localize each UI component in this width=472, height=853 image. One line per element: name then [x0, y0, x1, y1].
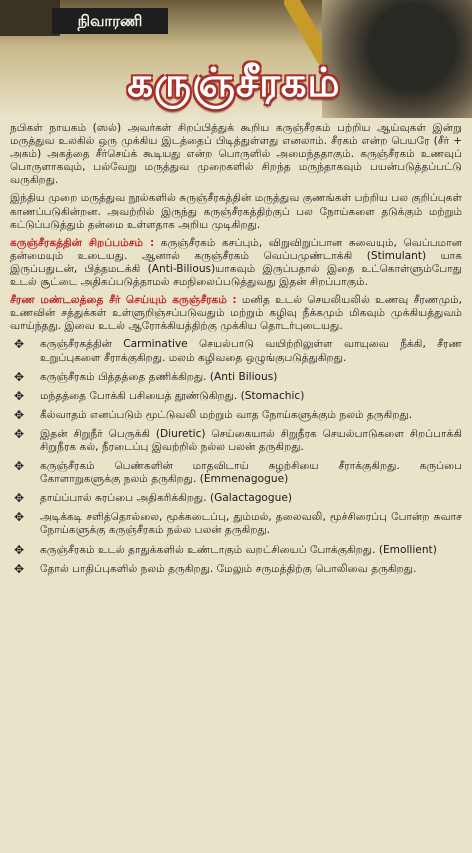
list-item-text: கருஞ்சீரகம் உடல் தாதுக்களில் உண்டாகும் வறட்சியைப் போக்குகிறது. (Emollient) [40, 543, 437, 556]
list-item-text: கருஞ்சீரகத்தின் Carminative செயல்பாடு வயிற்றிலுள்ள வாயுவை நீக்கி, சீரண உறுப்புகளை சீராக்குகிறது. மலம் கழிவதை ஒழுங்குபடுத்துகிறது. [40, 338, 462, 364]
specialty-paragraph [10, 237, 462, 289]
list-item-text: தோல் பாதிப்புகளில் நலம் தருகிறது. மேலும் சருமத்திற்கு பொலிவை தருகிறது. [40, 562, 417, 575]
intro-paragraph-2: இந்திய முறை மருத்துவ நூல்களில் சுருஞ்சீரகத்தின் மருத்துவ குணங்கள் பற்றிய பல குறிப்புகள் காணப்படுகின்றன. அவற்றில் இருந்து கருஞ்சீரகத்திற்குப் பல நோய்களை தடுக்கும் மற்றும் கட்டுப்படுத்தும் தன்மை உள்ளதாக அறிய முடிகிறது. [10, 192, 462, 231]
bullet-icon: ✥ [14, 491, 25, 506]
bullet-icon: ✥ [14, 388, 25, 403]
list-item-text: கருஞ்சீரகம் பித்தத்தை தணிக்கிறது. (Anti Bilious) [40, 370, 278, 383]
section-tag: நிவாரணி [52, 8, 168, 34]
bullet-icon: ✥ [14, 510, 25, 525]
list-item [10, 390, 462, 403]
bullet-icon: ✥ [14, 407, 25, 422]
header-photo-left [0, 0, 60, 36]
list-item-text: அடிக்கடி சளித்தொல்லை, மூக்கடைப்பு, தும்மல், தலைவலி, மூச்சிரைப்பு போன்ற சுவாச நோய்களுக்கு கருஞ்சீரகம் நல்ல பலன் தருகிறது. [40, 511, 462, 537]
list-item [10, 544, 462, 557]
list-item [10, 511, 462, 537]
list-item [10, 460, 462, 486]
list-item-text: தாய்ப்பால் சுரப்பை அதிகரிக்கிறது. (Galactagogue) [40, 492, 292, 505]
bullet-icon: ✥ [14, 369, 25, 384]
list-item-text: கருஞ்சீரகம் பெண்களின் மாதவிடாய் சுழற்சியை சீராக்குகிறது. கருப்பை கோளாறுகளுக்கு நலம் தருகிறது. (Emmenagogue) [40, 460, 462, 486]
digestion-text: மனித உடல் செயலியலில் உணவு சீரணமும், உணவின் சத்துக்கள் உள்ளுறிஞ்சப்படுவதும் மற்றும் கழிவு நீக்கமும் மிகவும் முக்கியத்துவம் வாய்ந்தது. இவை உடல் ஆரோக்கியத்திற்கு முக்கிய தொடர்புடையது. [10, 294, 462, 333]
list-item-text: கீல்வாதம் எனப்படும் மூட்டுவலி மற்றும் வாத நோய்களுக்கும் நலம் தருகிறது. [40, 408, 413, 421]
list-item [10, 563, 462, 576]
digestion-heading: சீரண மண்டலத்தை சீர் செய்யும் கருஞ்சீரகம் : [10, 294, 237, 307]
bullet-icon: ✥ [14, 337, 25, 352]
header-banner [0, 0, 472, 118]
specialty-heading: கருஞ்சீரகத்தின் சிறப்பம்சம் : [10, 236, 155, 249]
bullet-icon: ✥ [14, 561, 25, 576]
list-item [10, 428, 462, 454]
list-item-text: மந்தத்தை போக்கி பசியைத் தூண்டுகிறது. (Stomachic) [40, 389, 305, 402]
list-item [10, 492, 462, 505]
intro-paragraph-1: நபிகள் நாயகம் (ஸல்) அவர்கள் சிறப்பித்துக் கூறிய கருஞ்சீரகம் பற்றிய ஆய்வுகள் இன்று மருத்துவ உலகில் ஒரு முக்கிய இடத்தைப் பிடித்துள்ளது எனலாம். சீரகம் என்ற பெயரே (சீர் + அகம்) அகத்தை சீர்செய்க் கூடியது என்ற பொருளில் அமைந்ததாகும். கருஞ்சீரகம் உணவுப் பொருளாகவும், பல்வேறு மருத்துவ முறைகளில் சிறந்த மருந்தாகவும் பயன்படுத்தப்பட்டு வருகிறது. [10, 122, 462, 187]
bullet-icon: ✥ [14, 459, 25, 474]
article-title: கருஞ்சீரகம் [127, 60, 341, 106]
bullet-icon: ✥ [14, 542, 25, 557]
specialty-text: கருஞ்சீரகம் கசப்பும், விறுவிறுப்பான சுவையும், வெப்பமான தன்மையும் உடையது. ஆனால் கருஞ்சீரகம் வெப்பமுண்டாக்கி (Stimulant) யாக இருப்பதுடன், பித்தமடக்கி (Anti-Bilious)யாகவும் இருப்பதால் இதை உட்கொள்ளும்போது உடல் சூட்டை அதிகப்படுத்தாமல் சமநிலைப்படுத்துவது இதன் சிறப்பாகும். [10, 236, 462, 289]
list-item-text: இதன் சிறுநீர் பெருக்கி (Diuretic) செய்கையால் சிறுநீரக செயல்பாடுகளை சிறப்பாக்கி சிறுநீரக கல், நீரடைப்பு இவற்றில் நல்ல பலன் தருகிறது. [40, 427, 462, 453]
article-body [10, 122, 462, 582]
benefits-list [10, 338, 462, 575]
bullet-icon: ✥ [14, 426, 25, 441]
list-item [10, 371, 462, 384]
list-item [10, 409, 462, 422]
digestion-paragraph [10, 294, 462, 333]
list-item [10, 338, 462, 364]
